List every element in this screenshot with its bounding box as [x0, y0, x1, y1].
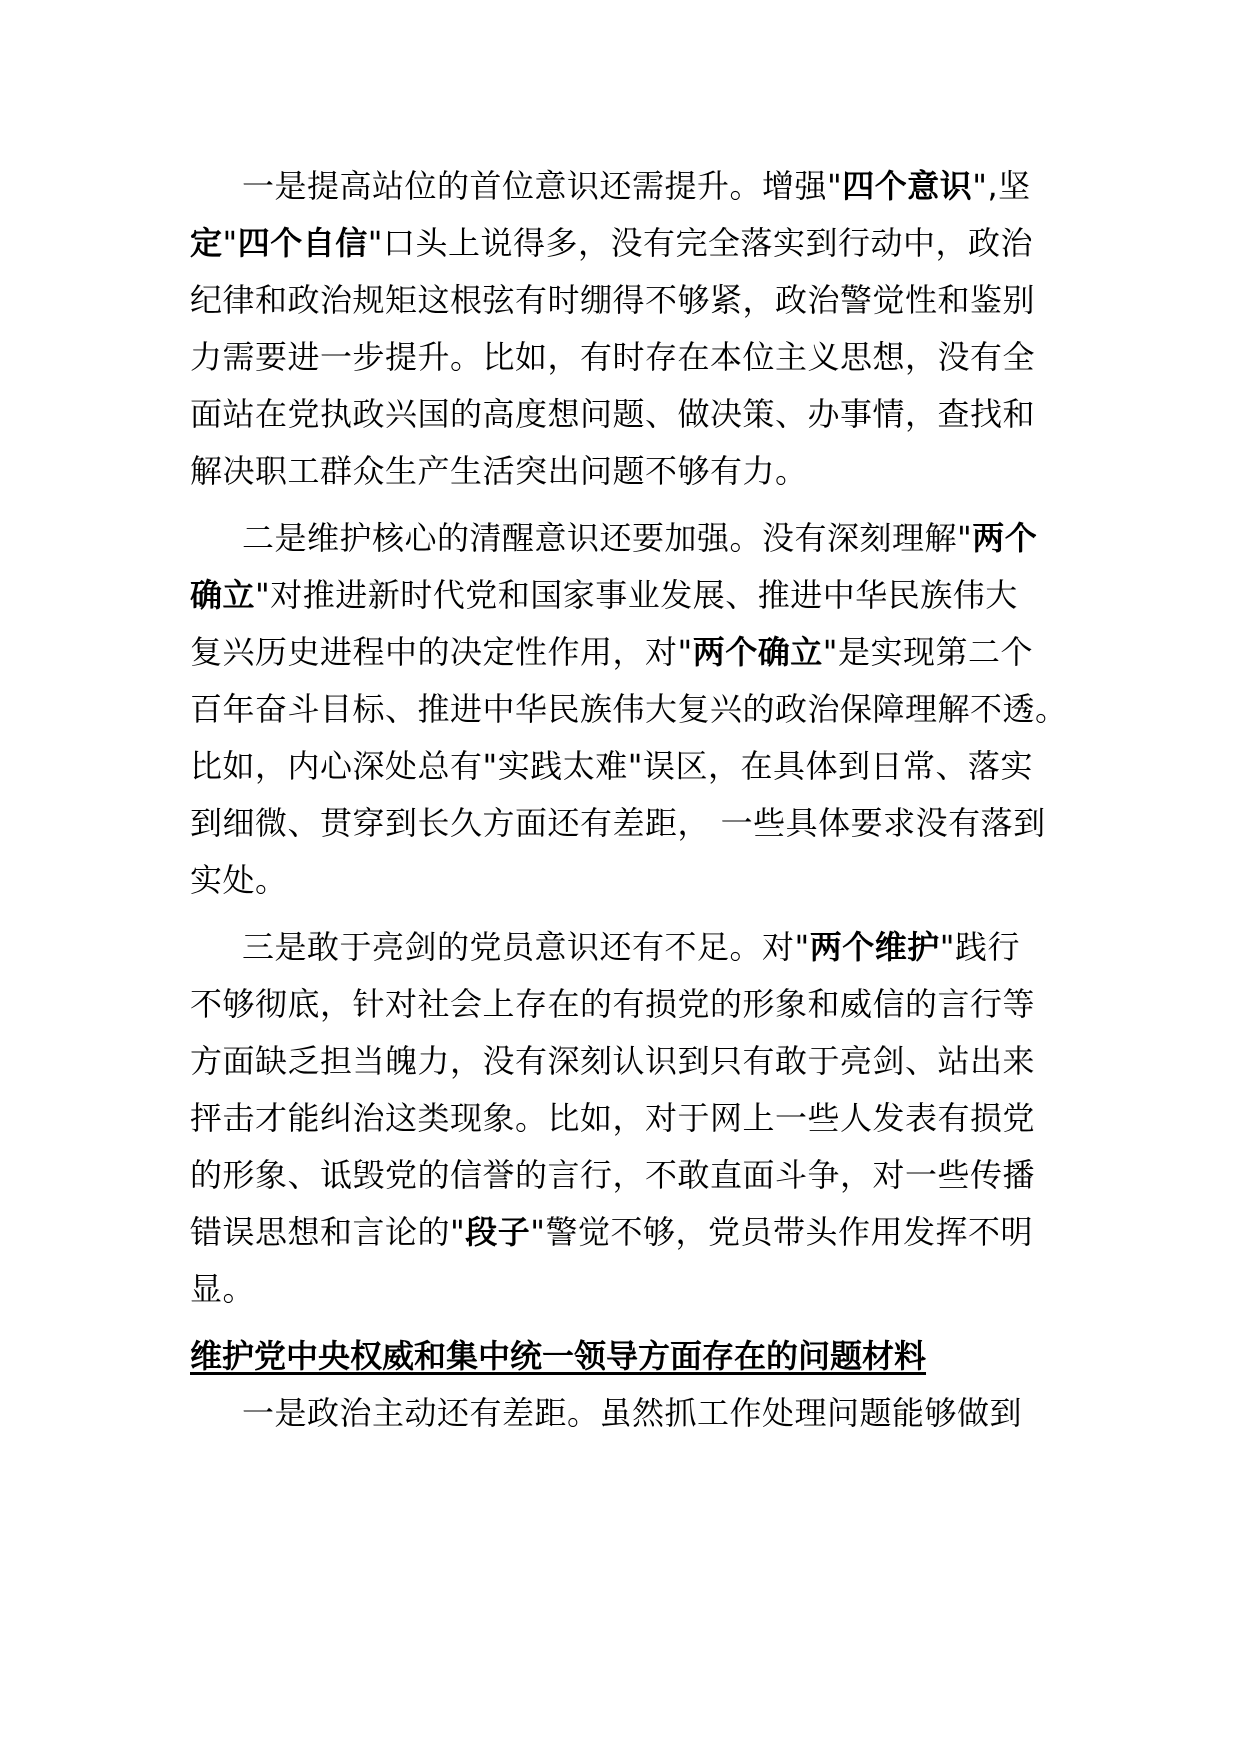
text-line — [190, 1261, 1080, 1318]
text-line — [190, 443, 1080, 500]
text-run: 力需要进一步提升。比如，有时存在本位主义思想，没有全 — [190, 338, 1036, 376]
text-run: 错误思想和言论的" — [190, 1213, 466, 1251]
document-body — [190, 158, 1080, 1318]
text-line — [190, 510, 1080, 567]
text-run: " — [222, 224, 238, 262]
text-run: 一是提高站位的首位意识还需提升。增强" — [242, 167, 843, 205]
text-run: 显。 — [190, 1270, 256, 1308]
text-run: 复兴历史进程中的决定性作用，对" — [190, 633, 693, 671]
bold-term: 四个自信 — [237, 224, 368, 262]
document-body-continued — [190, 1385, 1080, 1442]
text-line — [190, 329, 1080, 386]
text-run: 抨击才能纠治这类现象。比如，对于网上一些人发表有损党 — [190, 1099, 1036, 1137]
paragraph — [190, 919, 1080, 1318]
text-line — [190, 567, 1080, 624]
text-run: 面站在党执政兴国的高度想问题、做决策、办事情，查找和 — [190, 395, 1036, 433]
text-line — [190, 1147, 1080, 1204]
bold-term: 两个维护 — [809, 928, 940, 966]
text-line — [190, 1385, 1080, 1442]
paragraph — [190, 1385, 1080, 1442]
text-line — [190, 795, 1080, 852]
text-run: 实处。 — [190, 861, 288, 899]
text-line — [190, 158, 1080, 215]
text-line — [190, 215, 1080, 272]
bold-term: 四个意识 — [842, 167, 973, 205]
bold-term: 定 — [190, 224, 223, 262]
text-line — [190, 1204, 1080, 1261]
text-line — [190, 624, 1080, 681]
section-heading: 维护党中央权威和集中统一领导方面存在的问题材料 — [190, 1337, 927, 1375]
text-run: 不够彻底，针对社会上存在的有损党的形象和威信的言行等 — [190, 985, 1036, 1023]
text-line — [190, 681, 1080, 738]
text-run: 一是政治主动还有差距。虽然抓工作处理问题能够做到 — [242, 1394, 1023, 1432]
text-line — [190, 738, 1080, 795]
text-run: 解决职工群众生产生活突出问题不够有力。 — [190, 452, 808, 490]
text-line — [190, 852, 1080, 909]
text-run: 比如，内心深处总有"实践太难"误区，在具体到日常、落实 — [190, 747, 1033, 785]
bold-term: 两个确立 — [692, 633, 823, 671]
text-line — [190, 976, 1080, 1033]
text-run: ",坚 — [972, 167, 1031, 205]
text-run: 三是敢于亮剑的党员意识还有不足。对" — [242, 928, 810, 966]
text-line — [190, 1033, 1080, 1090]
text-line — [190, 919, 1080, 976]
text-run: 百年奋斗目标、推进中华民族伟大复兴的政治保障理解不透。 — [190, 690, 1068, 728]
paragraph — [190, 158, 1080, 500]
text-run: "警觉不够，党员带头作用发挥不明 — [530, 1213, 1033, 1251]
text-run: "践行 — [939, 928, 1020, 966]
text-line — [190, 386, 1080, 443]
bold-term: 确立 — [190, 576, 256, 614]
text-run: 纪律和政治规矩这根弦有时绷得不够紧，政治警觉性和鉴别 — [190, 281, 1036, 319]
paragraph — [190, 510, 1080, 909]
text-run: "对推进新时代党和国家事业发展、推进中华民族伟大 — [255, 576, 1018, 614]
text-line — [190, 1090, 1080, 1147]
text-run: 的形象、诋毁党的信誉的言行，不敢直面斗争，对一些传播 — [190, 1156, 1036, 1194]
text-run: 到细微、贯穿到长久方面还有差距， 一些具体要求没有落到 — [190, 804, 1046, 842]
document-page — [190, 158, 1080, 1452]
text-run: "口头上说得多，没有完全落实到行动中，政治 — [367, 224, 1033, 262]
text-run: 二是维护核心的清醒意识还要加强。没有深刻理解" — [242, 519, 973, 557]
text-line — [190, 272, 1080, 329]
text-run: 方面缺乏担当魄力，没有深刻认识到只有敢于亮剑、站出来 — [190, 1042, 1036, 1080]
bold-term: 两个 — [972, 519, 1038, 557]
text-run: "是实现第二个 — [822, 633, 1033, 671]
bold-term: 段子 — [465, 1213, 531, 1251]
